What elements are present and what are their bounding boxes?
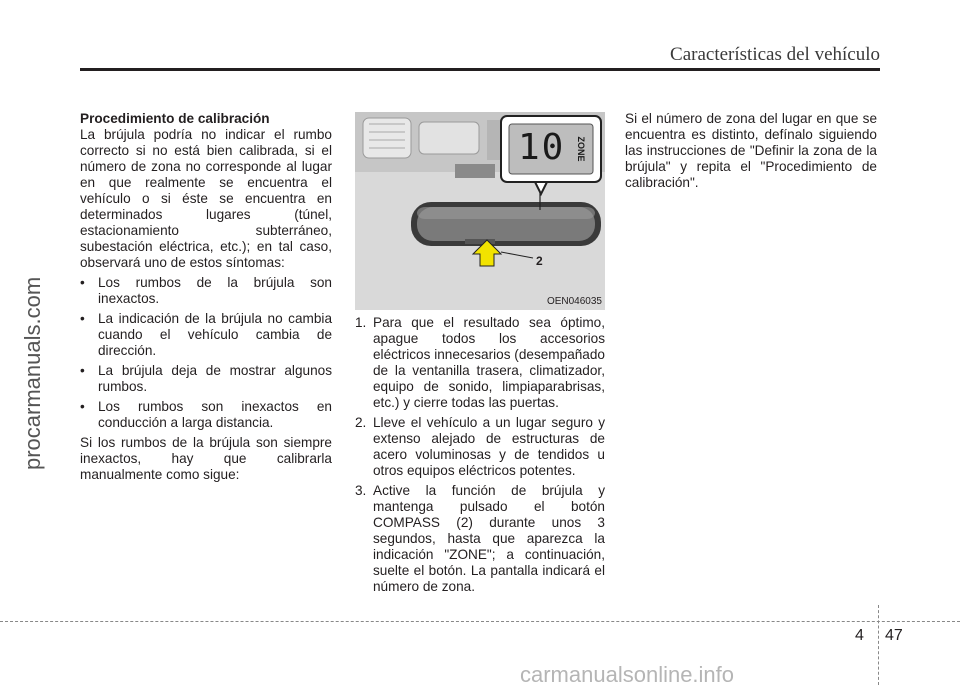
section-heading: Procedimiento de calibración [80,111,270,126]
header-rule [80,68,880,71]
step-item [355,415,605,479]
step-number: 1. [355,315,367,330]
step-text: Lleve el vehículo a un lugar seguro y extenso alejado de estructuras de acero voluminosas y de tendidos u otros equipos eléctricos potentes. [373,415,605,478]
compass-display-digits: 10 [518,127,566,168]
column-middle [355,315,605,599]
outro-paragraph: Si los rumbos de la brújula son siempre inexactos, hay que calibrarla manualmente como sigue: [80,435,332,482]
column-right [625,111,877,191]
step-text: Active la función de brújula y mantenga pulsado el botón COMPASS (2) durante unos 3 segundos, hasta que aparezca la indicación "ZONE"; a continuación, suelte el botón. La pantalla indicará el número de zona. [373,483,605,594]
page-header-title: Características del vehículo [670,44,880,65]
symptom-item: • Los rumbos son inexactos en conducción a larga distancia. [80,399,332,431]
symptom-list [80,275,332,431]
calibration-steps [355,315,605,595]
mirror-illustration [355,112,605,310]
column-left [80,111,332,483]
step-text: Para que el resultado sea óptimo, apague todos los accesorios eléctricos innecesarios (desempañado de la ventanilla trasera, climatizador, equipo de sonido, limpiaparabrisas, etc.) y cierre todas las puertas. [373,315,605,410]
step-number: 3. [355,483,367,498]
side-watermark: procarmanuals.com [20,276,45,470]
footer-rule [0,621,960,622]
symptom-item: • La brújula deja de mostrar algunos rumbos. [80,363,332,395]
intro-paragraph: La brújula podría no indicar el rumbo correcto si no está bien calibrada, si el número de zona no corresponde al lugar en que realmente se encuentra el vehículo o si éste se encuentra en determinados lugares (túnel, estacionamiento subterráneo, subestación eléctrica, etc.); en tal caso, observará uno de estos síntomas: [80,127,332,270]
symptom-item: • La indicación de la brújula no cambia cuando el vehículo cambia de dirección. [80,311,332,359]
step-number: 2. [355,415,367,430]
footer-marker [878,605,879,685]
compass-display-zone: ZONE [576,136,586,162]
page-number: 47 [885,627,903,644]
chapter-number: 4 [855,627,864,644]
callout-number: 2 [536,254,543,268]
step-item [355,483,605,595]
step-item [355,315,605,411]
footer-site-watermark: carmanualsonline.info [520,662,735,687]
mirror-figure [355,112,605,310]
symptom-item: • Los rumbos de la brújula son inexactos. [80,275,332,307]
figure-code: OEN046035 [546,296,602,307]
zone-note-paragraph: Si el número de zona del lugar en que se encuentra es distinto, defínalo siguiendo las instrucciones de "Definir la zona de la brújula" y repita el "Procedimiento de calibración". [625,111,877,190]
